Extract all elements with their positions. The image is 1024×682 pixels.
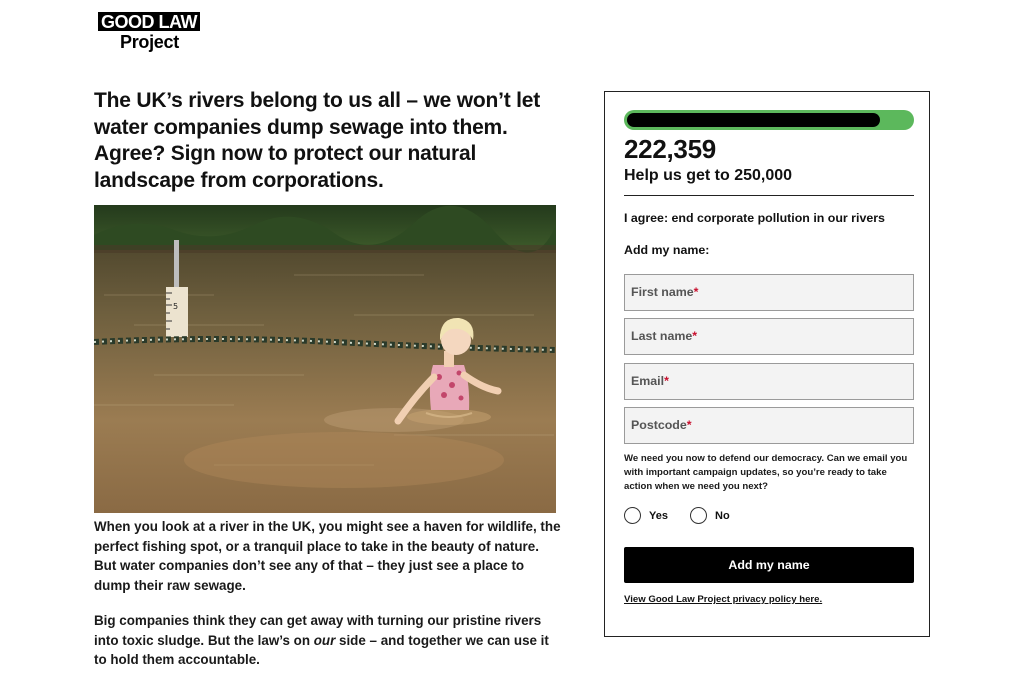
call-paragraph [94,611,564,670]
radio-no[interactable] [690,507,707,524]
last-name-field[interactable] [624,318,914,355]
consent-yes-option[interactable] [624,507,668,524]
intro-paragraph: When you look at a river in the UK, you might see a haven for wildlife, the perfect fishing spot, or a tranquil place to take in the beauty of nature. But water companies don’t see any of that – they just see a place to dump their raw sewage. [94,519,561,593]
email-consent-text: We need you now to defend our democracy. Can we email you with important campaign updates, so you’re ready to take action when we need you next? [624,453,908,492]
agree-statement: I agree: end corporate pollution in our rivers [624,211,885,225]
signature-progress-bar [624,110,914,130]
call-paragraph-emphasis: our [313,632,336,648]
required-marker: * [693,285,699,299]
last-name-placeholder: Last name [631,329,693,343]
call-paragraph-part2: side – and together we can use it to hold them accountable. [94,632,549,667]
required-marker: * [664,374,669,388]
radio-yes[interactable] [624,507,641,524]
first-name-placeholder: First name [631,285,694,299]
radio-no-label: No [715,509,730,522]
add-my-name-button[interactable]: Add my name [624,547,914,583]
email-field[interactable] [624,363,914,400]
email-placeholder: Email [631,374,665,388]
logo-line-1: GOOD LAW [98,12,200,31]
privacy-policy-link[interactable]: View Good Law Project privacy policy here. [624,594,823,605]
add-name-label: Add my name: [624,243,710,257]
logo[interactable] [98,12,200,51]
postcode-placeholder: Postcode [631,418,687,432]
petition-form [604,91,930,637]
divider [624,195,914,196]
call-paragraph-part1: Big companies think they can get away with turning our pristine rivers into toxic sludge. But the law’s on [94,613,542,648]
consent-no-option[interactable] [690,507,730,524]
page-headline: The UK’s rivers belong to us all – we won’t let water companies dump sewage into them. Agree? Sign now to protect our natural landscape from corporations. [94,89,541,192]
signature-goal: Help us get to 250,000 [624,167,793,184]
signature-count: 222,359 [624,134,716,164]
first-name-field[interactable] [624,274,914,311]
hero-image-river-child [94,205,556,513]
signature-progress-fill [627,113,880,127]
required-marker: * [686,418,692,432]
postcode-field[interactable] [624,407,914,444]
gauge-number: 5 [173,302,179,311]
logo-line-2: Project [120,32,179,52]
radio-yes-label: Yes [649,509,668,522]
required-marker: * [692,329,698,343]
